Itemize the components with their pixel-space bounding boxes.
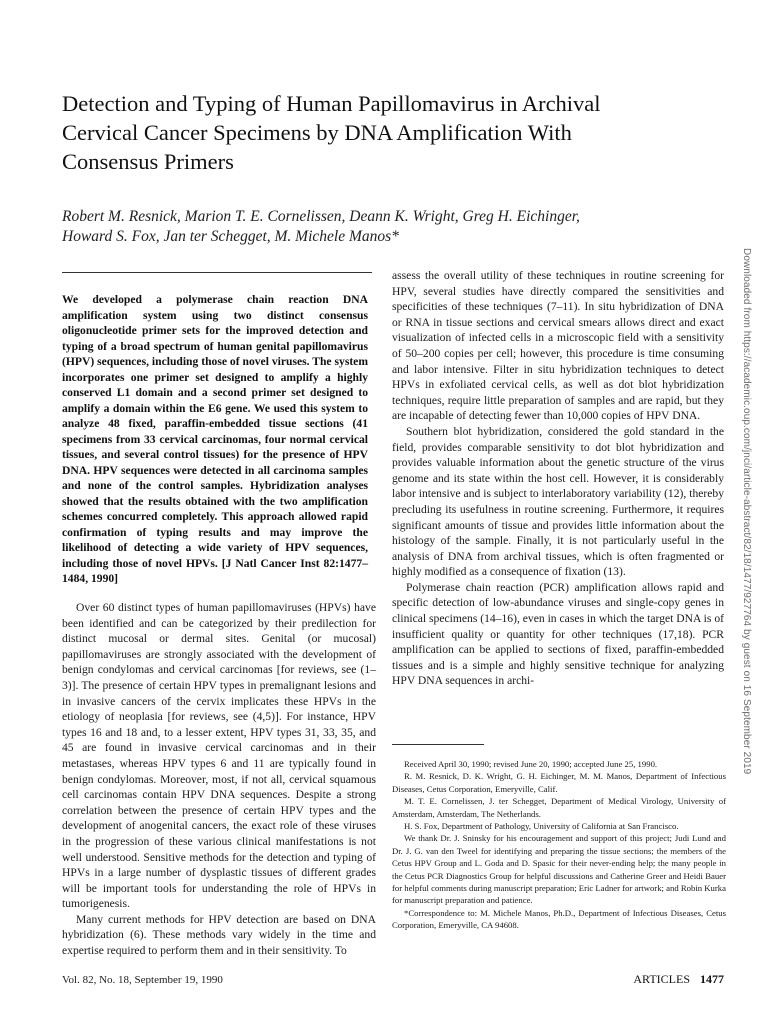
body-paragraph: Southern blot hybridization, considered the gold standard in the field, provides comparable sensitivity to dot blot hybridization and provides valuable information about the genetic structure of the virus genome and its state within the host cell. However, it is considerably labor intensive and is subject to interlaboratory variability (12), thereby precluding its usefulness in routine screening. Furthermore, it requires significant amounts of tissue and provides little information about the histology of the sample. Finally, it is not particularly useful in the analysis of DNA from archival tissues, which is often fragmented or highly modified as a consequence of fixation (13).: [392, 424, 724, 579]
right-body-column: [392, 268, 724, 689]
footnote-acknowledgments: We thank Dr. J. Sninsky for his encouragement and support of this project; Judi Lund and Dr. J. G. van den Tweel for identifying and preparing the tissue sections; the members of the Cetus HPV Group and L. Goda and D. Spasic for their never-ending help; the many people in the Cetus PCR Diagnostics Group for helpful discussions and Catherine Greer and Heidi Bauer for helpful comments during manuscript preparation; Eric Ladner for artwork; and Robin Kurka for manuscript preparation and patience.: [392, 833, 726, 906]
footnote-affiliation: R. M. Resnick, D. K. Wright, G. H. Eichinger, M. M. Manos, Department of Infectious Diseases, Cetus Corporation, Emeryville, Calif.: [392, 771, 726, 794]
left-body-column: [62, 600, 376, 959]
footnotes: [392, 758, 726, 932]
page-number: 1477: [700, 972, 724, 986]
body-paragraph: Polymerase chain reaction (PCR) amplification allows rapid and specific detection of low-abundance viruses and single-copy genes in clinical specimens (14–16), even in cases in which the target DNA is of insufficient quality or quantity for other techniques (17,18). PCR amplification can be applied to sections of fixed, paraffin-embedded tissues and is a simple and highly sensitive technique for analyzing HPV DNA sequences in archi-: [392, 580, 724, 688]
body-paragraph: Many current methods for HPV detection are based on DNA hybridization (6). These methods vary widely in the time and expertise required to perform them and in their sensitivity. To: [62, 912, 376, 958]
footnote-correspondence: *Correspondence to: M. Michele Manos, Ph.D., Department of Infectious Diseases, Cetus Corporation, Emeryville, CA 94608.: [392, 907, 726, 931]
footnote-rule: [392, 744, 484, 745]
author-list: Robert M. Resnick, Marion T. E. Cornelissen, Deann K. Wright, Greg H. Eichinger, Howard S. Fox, Jan ter Schegget, M. Michele Manos*: [62, 208, 580, 245]
article-title: Detection and Typing of Human Papillomavirus in Archival Cervical Cancer Specimens by DNA Amplification With Consensus Primers: [62, 91, 601, 174]
abstract: We developed a polymerase chain reaction DNA amplification system using two distinct consensus oligonucleotide primer sets for the improved detection and typing of a broad spectrum of human genital papillomavirus (HPV) sequences, including those of novel viruses. The system incorporates one primer set designed to amplify a highly conserved L1 domain and a second primer set designed to amplify a domain within the E6 gene. We used this system to analyze 48 fixed, paraffin-embedded tissue sections (41 specimens from 33 cervical carcinomas, four normal cervical tissues, and several control tissues) for the presence of HPV DNA. HPV sequences were detected in all carcinoma samples and none of the control samples. Hybridization analyses showed that the results obtained with the two amplification schemes concurred completely. This approach allowed rapid confirmation of typing results and may improve the likelihood of detecting a wide variety of HPV sequences, including those of novel HPVs. [J Natl Cancer Inst 82:1477–1484, 1990]: [62, 293, 368, 585]
footnote-affiliation: M. T. E. Cornelissen, J. ter Schegget, Department of Medical Virology, University of Amsterdam, Amsterdam, The Netherlands.: [392, 796, 726, 819]
footnote-received: Received April 30, 1990; revised June 20, 1990; accepted June 25, 1990.: [404, 759, 658, 769]
download-watermark: Downloaded from https://academic.oup.com/jnci/article-abstract/82/18/1477/927764 by guest on 16 September 2019: [741, 248, 752, 775]
body-paragraph: Over 60 distinct types of human papillomaviruses (HPVs) have been identified and can be categorized by their predilection for distinct mucosal or dermal sites. Genital (or mucosal) papillomaviruses are strongly associated with the development of benign condylomas and cervical carcinomas [for reviews, see (1–3)]. The presence of certain HPV types in premalignant lesions and in invasive cancers of the cervix implicates these HPVs in the etiology of neoplasia [for reviews, see (4,5)]. For instance, HPV types 16 and 18 and, to a lesser extent, HPV types 31, 33, 35, and 45 are found in invasive cervical carcinomas and in their metastases, whereas HPV types 6 and 11 are typically found in benign condylomas. Moreover, most, if not all, cervical squamous cell carcinomas contain HPV DNA sequences. Despite a strong correlation between the presence of certain HPV types and the development of anogenital cancers, the exact role of these viruses in the progression of these various clinical manifestations is not well understood. Sensitive methods for the detection and typing of HPVs in a large number of dysplastic tissues of different grades will be important tools for understanding the role of HPVs in tumorigenesis.: [62, 601, 376, 911]
abstract-top-rule: [62, 272, 372, 273]
page-footer-right: [633, 972, 724, 987]
footnote-affiliation: H. S. Fox, Department of Pathology, University of California at San Francisco.: [404, 821, 679, 832]
section-label: ARTICLES: [633, 972, 690, 986]
journal-volume-info: Vol. 82, No. 18, September 19, 1990: [62, 974, 223, 986]
body-paragraph: assess the overall utility of these techniques in routine screening for HPV, several studies have directly compared the sensitivities and specificities of these techniques (7–11). In situ hybridization of DNA or RNA in tissue sections and cervical smears allows direct and exact visualization of infected cells in a microscopic field with a sensitivity of 50–200 copies per cell; however, this procedure is time consuming and labor intensive. Filter in situ hybridization techniques to detect HPVs in exfoliated cervical cells, as well as dot blot hybridization techniques, require little preparation of samples and are rapid, but they are incapable of detecting fewer than 10,000 copies of HPV DNA.: [392, 269, 724, 423]
